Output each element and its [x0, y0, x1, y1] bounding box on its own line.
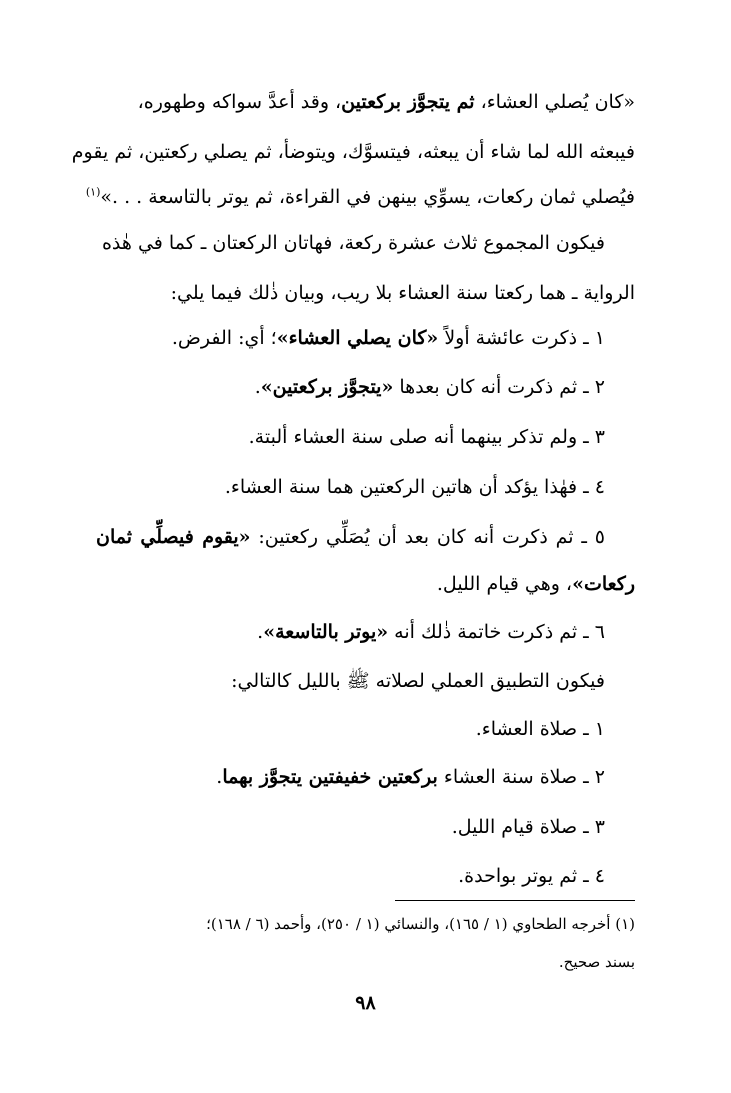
list-item-emphasis: ركعات»: [572, 573, 635, 595]
list-item: [96, 324, 605, 352]
step-text: ٢ ـ صلاة سنة العشاء: [437, 766, 605, 788]
quote-line-1: [96, 88, 635, 116]
step-item: ١ ـ صلاة العشاء.: [475, 718, 605, 740]
step-item: ٤ ـ ثم يوتر بواحدة.: [458, 865, 605, 887]
quote-line-2: فيبعثه الله لما شاء أن يبعثه، فيتسوَّك، ويتوضأ، ثم يصلي ركعتين، ثم يقوم: [71, 141, 635, 163]
list-item-continuation: [96, 570, 635, 598]
quote-line-3: [85, 183, 635, 211]
list-item-text: .: [257, 621, 264, 643]
step-emphasis: بركعتين خفيفتين يتجوَّز بهما: [222, 766, 438, 788]
paragraph-line: فيكون التطبيق العملي لصلاته ﷺ بالليل كالتالي:: [231, 670, 605, 692]
list-item-emphasis: «يوتر بالتاسعة»: [263, 621, 389, 643]
list-item-text: .: [254, 376, 261, 398]
list-item-text: ، وهي قيام الليل.: [436, 573, 573, 595]
quote-text: «كان يُصلي العشاء،: [474, 91, 635, 113]
list-item-emphasis: «يقوم فيصلِّي ثمان: [96, 526, 251, 548]
list-item: ٤ ـ فهٰذا يؤكد أن هاتين الركعتين هما سنة العشاء.: [224, 476, 605, 498]
list-item-text: ٥ ـ ثم ذكرت أنه كان بعد أن يُصَلِّي ركعتين:: [250, 526, 605, 548]
quote-emphasis: ثم يتجوَّز بركعتين: [341, 91, 475, 113]
paragraph-line: فيكون المجموع ثلاث عشرة ركعة، فهاتان الركعتان ـ كما في هٰذه: [101, 232, 605, 254]
list-item: [96, 618, 605, 646]
list-item-emphasis: «يتجوَّز بركعتين»: [260, 376, 394, 398]
footnote-divider: [395, 900, 635, 901]
list-item-emphasis: «كان يصلي العشاء»: [276, 327, 439, 349]
quote-text: ، وقد أعدَّ سواكه وطهوره،: [137, 91, 342, 113]
paragraph-line: الرواية ـ هما ركعتا سنة العشاء بلا ريب، وبيان ذٰلك فيما يلي:: [170, 282, 635, 304]
list-item-text: ٦ ـ ثم ذكرت خاتمة ذٰلك أنه: [388, 621, 605, 643]
step-text: .: [216, 766, 223, 788]
page-number: ٩٨: [355, 992, 376, 1014]
list-item-text: ٢ ـ ثم ذكرت أنه كان بعدها: [393, 376, 605, 398]
list-item-text: ١ ـ ذكرت عائشة أولاً: [438, 327, 605, 349]
list-item-text: ؛ أي: الفرض.: [171, 327, 277, 349]
quote-text: فيُصلي ثمان ركعات، يسوِّي بينهن في القراءة، ثم يوتر بالتاسعة . . .»: [100, 186, 635, 208]
list-item: [96, 523, 605, 551]
footnote-line: (١) أخرجه الطحاوي (١ / ١٦٥)، والنسائي (١ / ٢٥٠)، وأحمد (٦ / ١٦٨)؛: [206, 915, 635, 933]
step-item: [96, 763, 605, 791]
step-item: ٣ ـ صلاة قيام الليل.: [451, 816, 605, 838]
footnote-line: بسند صحيح.: [558, 953, 635, 971]
footnote-reference: (١): [85, 185, 101, 199]
list-item: [96, 373, 605, 401]
list-item: ٣ ـ ولم تذكر بينهما أنه صلى سنة العشاء ألبتة.: [248, 426, 605, 448]
